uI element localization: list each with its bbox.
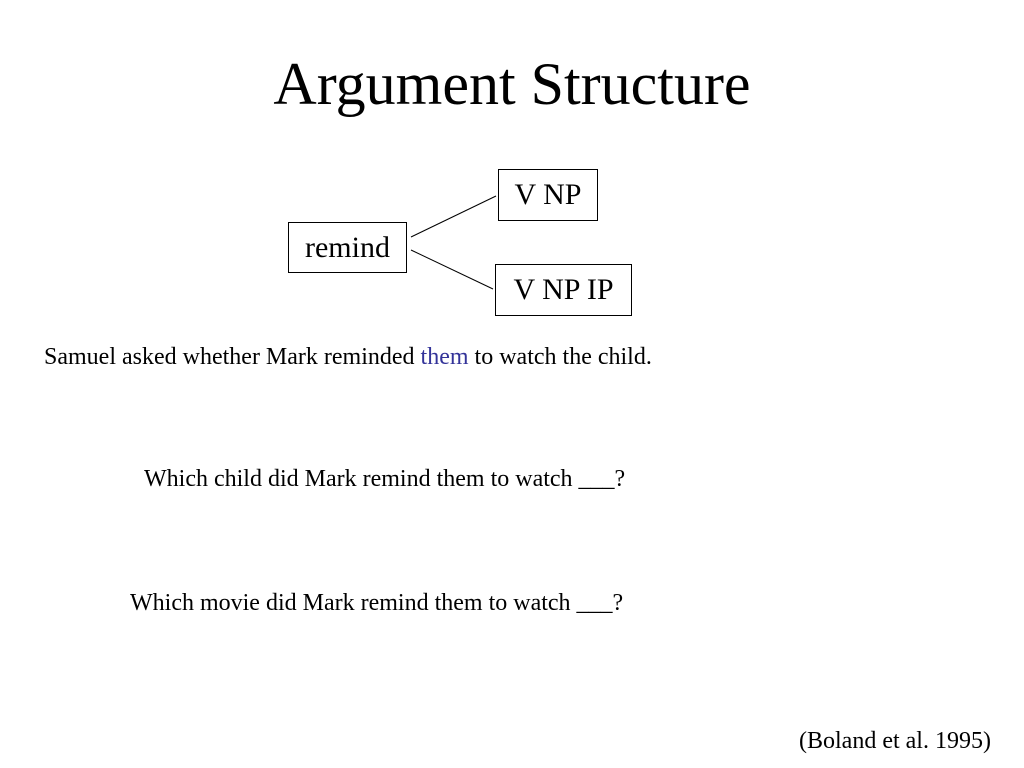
connector-to-v-np-ip (411, 250, 493, 289)
citation: (Boland et al. 1995) (799, 728, 991, 754)
example-sentence-highlight: them (420, 344, 469, 370)
verb-node-remind: remind (288, 222, 407, 273)
example-sentence (44, 343, 652, 371)
connector-to-v-np (411, 196, 496, 237)
question-movie: Which movie did Mark remind them to watch ___? (130, 590, 624, 616)
example-sentence-before: Samuel asked whether Mark reminded (44, 344, 421, 370)
question-child: Which child did Mark remind them to watch ___? (144, 466, 626, 492)
slide-title: Argument Structure (273, 51, 751, 117)
frame-node-v-np: V NP (498, 169, 598, 221)
example-sentence-after: to watch the child. (468, 344, 652, 370)
frame-node-v-np-ip: V NP IP (495, 264, 632, 316)
